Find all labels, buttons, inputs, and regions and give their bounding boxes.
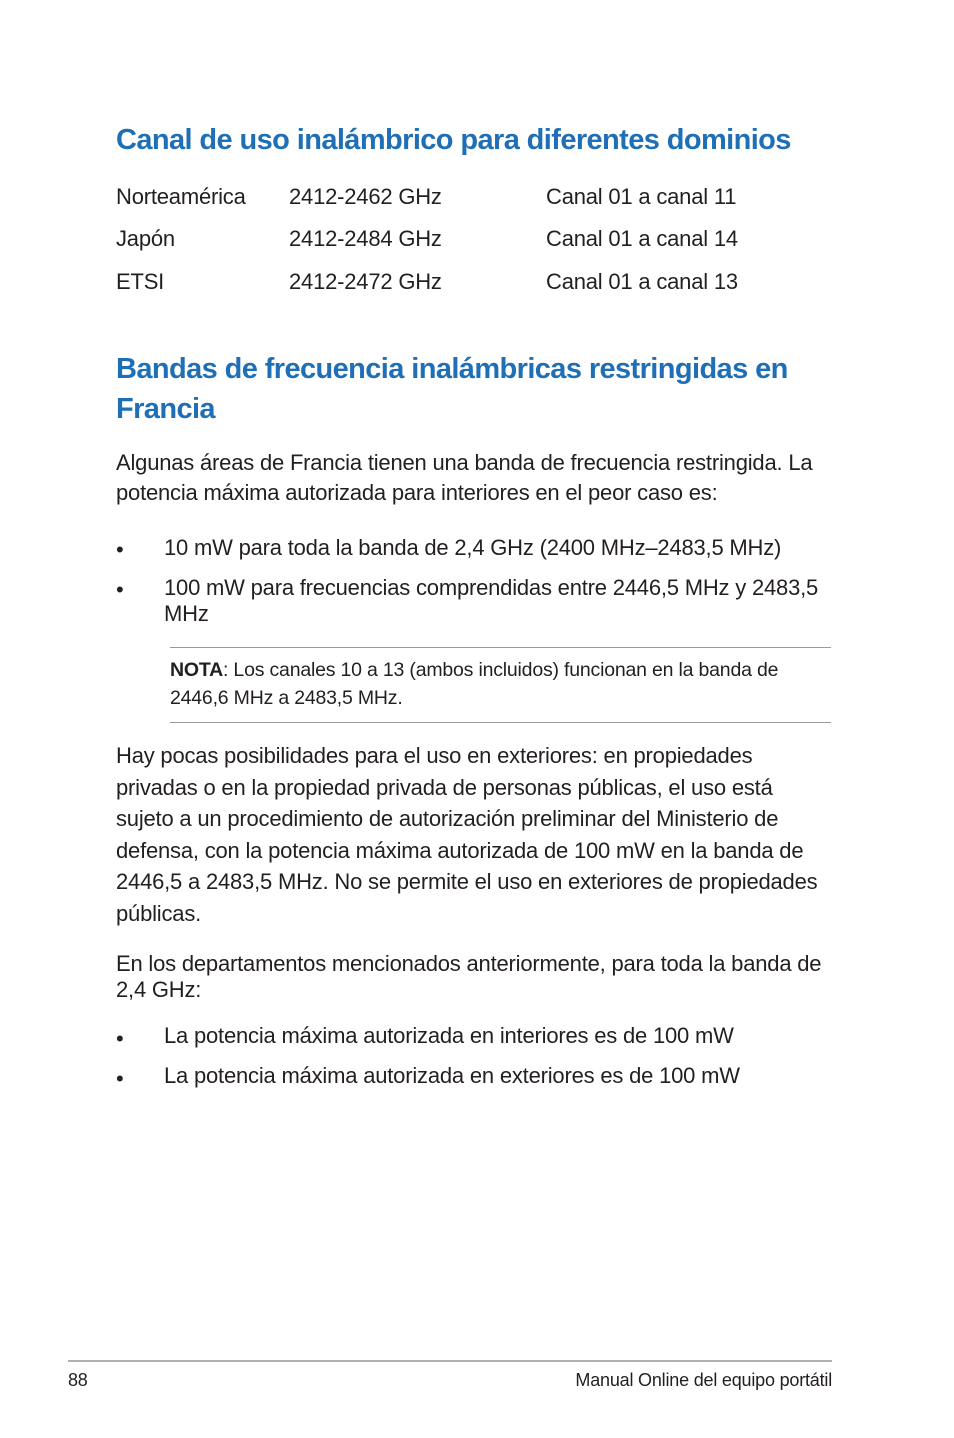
- channels-cell: Canal 01 a canal 14: [546, 226, 738, 251]
- footer-divider: [68, 1360, 832, 1362]
- section-heading-france: [116, 349, 788, 429]
- note-text: : Los canales 10 a 13 (ambos incluidos) funcionan en la banda de 2446,6 MHz a 2483,5 MHz.: [170, 659, 779, 709]
- bullet-marker: •: [116, 1066, 124, 1091]
- region-cell: Norteamérica: [116, 184, 246, 209]
- heading-line-1: Bandas de frecuencia inalámbricas restringidas en: [116, 353, 788, 385]
- bullet-marker: •: [116, 1026, 124, 1051]
- note-top-divider: [170, 647, 831, 648]
- note-bottom-divider: [170, 722, 831, 723]
- heading-line-2: Francia: [116, 393, 215, 425]
- frequency-cell: 2412-2484 GHz: [289, 226, 442, 251]
- note-label: NOTA: [170, 659, 223, 681]
- channels-cell: Canal 01 a canal 11: [546, 184, 737, 209]
- frequency-cell: 2412-2472 GHz: [289, 269, 442, 294]
- note-box: [170, 656, 830, 712]
- page-number: 88: [68, 1370, 88, 1390]
- region-cell: Japón: [116, 226, 175, 251]
- list-item: 100 mW para frecuencias comprendidas entre 2446,5 MHz y 2483,5 MHz: [164, 575, 819, 626]
- list-item: La potencia máxima autorizada en interiores es de 100 mW: [164, 1023, 734, 1048]
- channels-cell: Canal 01 a canal 13: [546, 269, 738, 294]
- list-item: La potencia máxima autorizada en exteriores es de 100 mW: [164, 1063, 740, 1088]
- region-cell: ETSI: [116, 269, 165, 294]
- departments-paragraph: En los departamentos mencionados anteriormente, para toda la banda de 2,4 GHz:: [116, 951, 822, 1002]
- list-item: 10 mW para toda la banda de 2,4 GHz (2400 MHz–2483,5 MHz): [164, 535, 782, 560]
- outdoor-paragraph: Hay pocas posibilidades para el uso en exteriores: en propiedades privadas o en la propiedad privada de personas públicas, el uso está sujeto a un procedimiento de autorización preliminar del Ministerio de defensa, con la potencia máxima autorizada de 100 mW en la banda de 2446,5 a 2483,5 MHz. No se permite el uso en exteriores de propiedades públicas.: [116, 743, 818, 926]
- section-heading-channels: Canal de uso inalámbrico para diferentes dominios: [116, 124, 791, 156]
- bullet-marker: •: [116, 577, 124, 602]
- manual-title: Manual Online del equipo portátil: [575, 1370, 832, 1390]
- intro-paragraph: Algunas áreas de Francia tienen una banda de frecuencia restringida. La potencia máxima autorizada para interiores en el peor caso es:: [116, 450, 813, 505]
- bullet-marker: •: [116, 537, 124, 562]
- frequency-cell: 2412-2462 GHz: [289, 184, 442, 209]
